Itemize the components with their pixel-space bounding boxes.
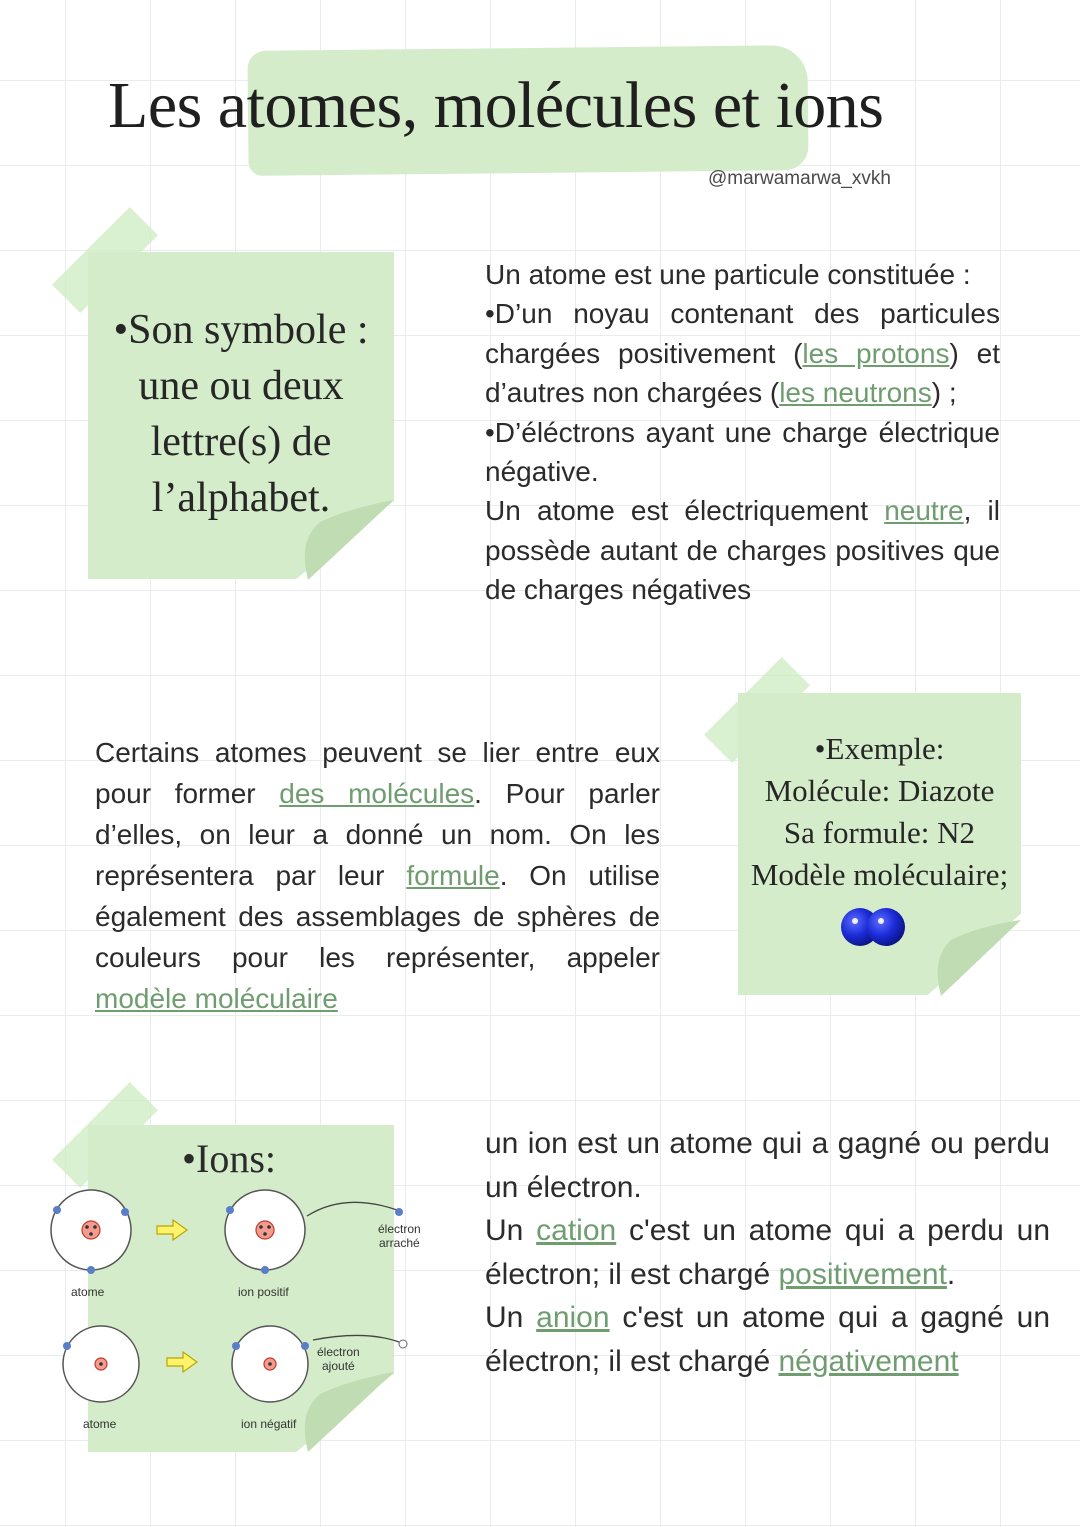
note-line: Molécule: Diazote	[764, 773, 995, 808]
electron	[232, 1342, 240, 1350]
atom-bullet-nucleus: •D’un noyau contenant des particules chargées positivement (les protons) et d’autres non chargées (les neutrons) ;	[485, 298, 1000, 409]
label-electron-ajoute-1: électron	[317, 1345, 360, 1359]
negative-ion-figure	[232, 1326, 407, 1402]
label-atome-1: atome	[71, 1285, 105, 1299]
molecules-paragraph: Certains atomes peuvent se lier entre eux pour former des molécules. Pour parler d’elles, on leur a donné un nom. On les représentera par leur formule. On utilise également des assemblages de sphères de couleurs pour les représenter, appeler modèle moléculaire	[95, 737, 660, 1014]
nitrogen-atom	[867, 908, 905, 946]
label-electron-ajoute-2: ajouté	[322, 1359, 355, 1373]
electron	[226, 1206, 234, 1214]
ions-diagram	[45, 1180, 445, 1440]
note-line: •Exemple:	[814, 731, 945, 766]
diazote-molecule-model	[838, 905, 910, 949]
atom-intro: Un atome est une particule constituée :	[485, 259, 971, 290]
arrow-icon	[157, 1220, 187, 1240]
term-modele-moleculaire: modèle moléculaire	[95, 983, 338, 1014]
term-positivement: positivement	[778, 1257, 947, 1291]
author-handle: @marwamarwa_xvkh	[708, 168, 891, 189]
anion-definition: Un anion c'est un atome qui a gagné un électron; il est chargé négativement	[485, 1301, 1051, 1378]
atom-figure-2	[63, 1326, 139, 1402]
positive-ion-figure	[225, 1190, 403, 1274]
electron	[301, 1342, 309, 1350]
term-negativement: négativement	[778, 1344, 959, 1378]
page-title: Les atomes, molécules et ions	[108, 69, 884, 142]
term-neutrons: les neutrons	[779, 377, 932, 409]
label-atome-2: atome	[83, 1417, 117, 1431]
cation-definition: Un cation c'est un atome qui a perdu un électron; il est chargé positivement.	[485, 1214, 1051, 1291]
electron	[63, 1342, 71, 1350]
electron	[121, 1208, 129, 1216]
example-note-text	[738, 728, 1021, 896]
term-cation: cation	[536, 1214, 617, 1247]
note-curl	[925, 912, 1025, 998]
electron	[261, 1266, 269, 1274]
term-neutre: neutre	[884, 495, 964, 527]
note-line: l’alphabet.	[151, 475, 331, 521]
note-line: lettre(s) de	[150, 419, 332, 465]
label-electron-arrache-2: arraché	[379, 1236, 420, 1250]
term-anion: anion	[536, 1301, 610, 1334]
label-electron-arrache-1: électron	[378, 1222, 421, 1236]
term-protons: les protons	[802, 337, 950, 369]
ion-intro: un ion est un atome qui a gagné ou perdu un électron.	[485, 1127, 1050, 1204]
electron	[395, 1208, 403, 1216]
atom-figure-1	[51, 1190, 131, 1274]
symbol-note-text	[88, 302, 394, 526]
note-line: Modèle moléculaire;	[750, 857, 1009, 892]
note-line: Sa formule: N2	[783, 815, 976, 850]
ions-title: •Ions:	[182, 1136, 277, 1181]
label-ion-positif: ion positif	[238, 1285, 289, 1299]
label-ion-negatif: ion négatif	[241, 1417, 297, 1431]
note-line: •Son symbole :	[113, 307, 369, 353]
note-line: une ou deux	[138, 363, 344, 409]
term-formule: formule	[406, 860, 500, 891]
electron	[53, 1206, 61, 1214]
electron	[87, 1266, 95, 1274]
term-molecules: des molécules	[279, 778, 475, 809]
atom-bullet-electrons: •D’éléctrons ayant une charge électrique négative.	[485, 416, 1000, 488]
atom-definition	[485, 255, 1000, 610]
arrow-icon	[167, 1352, 197, 1372]
atom-neutral: Un atome est électriquement neutre, il possède autant de charges positives que de charges négatives	[485, 495, 1000, 606]
ion-definition	[485, 1122, 1050, 1383]
